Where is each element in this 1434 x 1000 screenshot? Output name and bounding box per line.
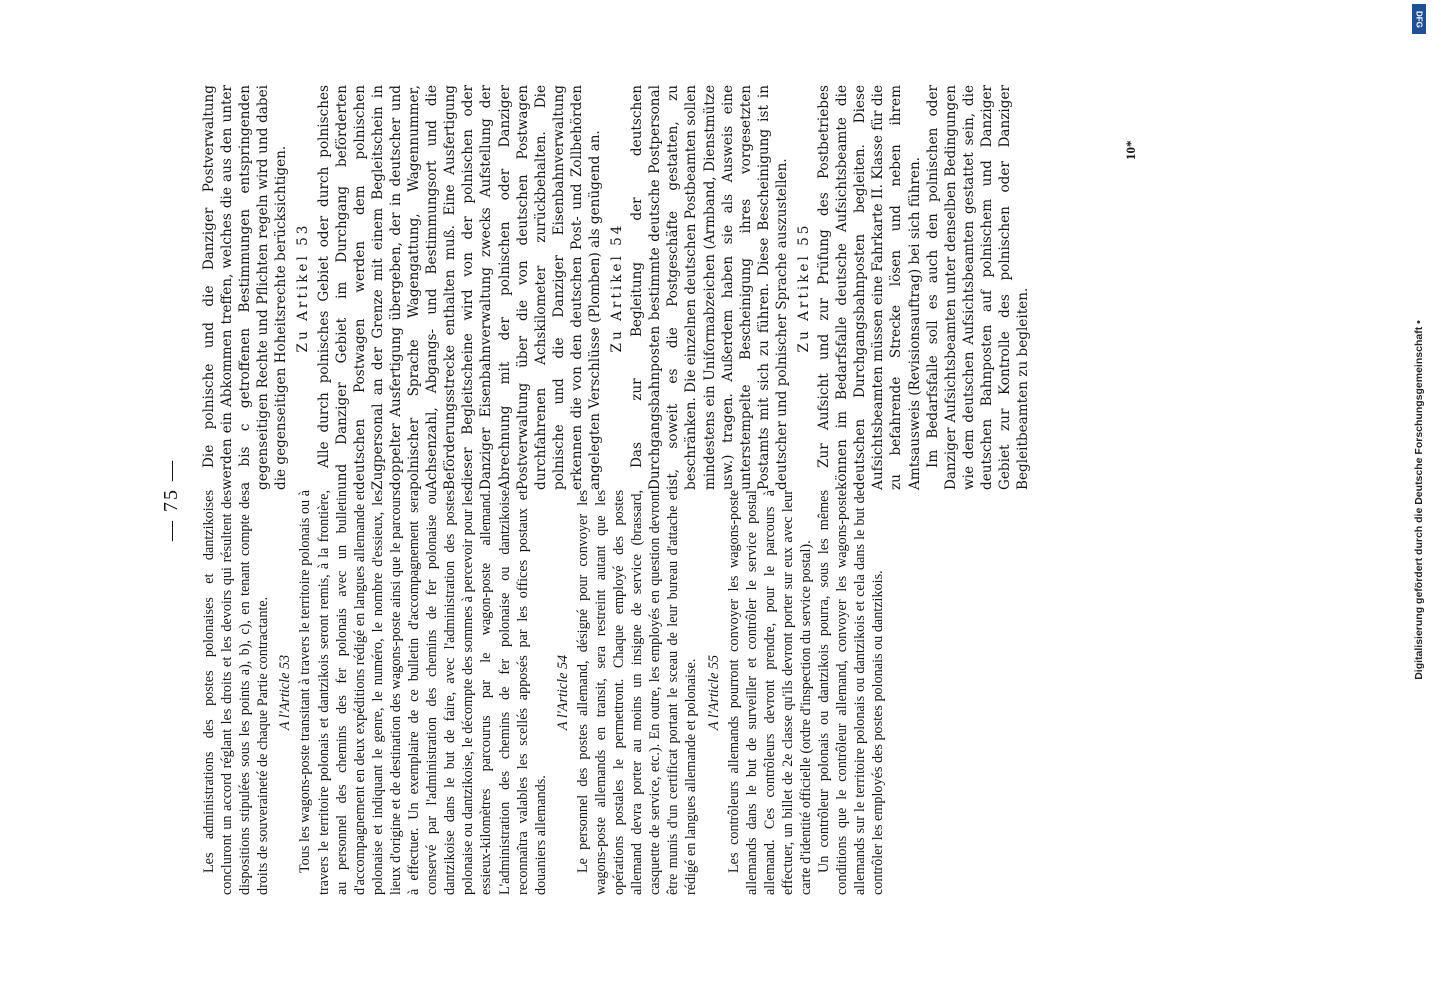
- signature-mark: 10*: [1123, 140, 1138, 160]
- heading-article-53-de: Zu Artikel 53: [295, 222, 312, 353]
- paragraph-article-53-de: Alle durch polnisches Gebiet oder durch polnisches und Danziger Gebiet im Durchgang beförderten deutschen Postwagen werden dem polnischen Zugpersonal an der Grenze mit einem Begleitschein in doppelter Ausfertigung übergeben, der in deutscher und polnischer Sprache Wagengattung, Wagennummer, Achsenzahl, Abgangs- und Bestimmungsort und die Beförderungsstrecke enthalten muß. Eine Ausfertigung dieser Begleitscheine wird von der polnischen oder Danziger Eisenbahnverwaltung zwecks Aufstellung der Abrechnung mit der polnischen oder Danziger Postverwaltung über die von deutschen Postwagen durchfahrenen Achskilometer zurückbehalten. Die polnische und die Danziger Eisenbahnverwaltung erkennen die von den deutschen Post- und Zollbehörden angelegten Verschlüsse (Plomben) als genügend an.: [315, 85, 603, 490]
- heading-article-54-de: Zu Artikel 54: [609, 222, 626, 353]
- paragraph-article-55a-fr: Les contrôleurs allemands pourront convoyer les wagons-poste allemands dans le but de surveiller et contrôler le service postal allemand. Ces contrôleurs devront prendre, pour le parcours à effectuer, un billet de 2e classe qu'ils devront porter sur eux avec leur carte d'identité officielle (ordre d'inspection du service postal).: [725, 490, 814, 895]
- digitization-banner: [1406, 4, 1432, 996]
- heading-article-54-fr: A l'Article 54: [554, 654, 571, 731]
- heading-article-55-de: Zu Artikel 55: [796, 222, 812, 353]
- paragraph-article-55a-de: Zur Aufsicht und zur Prüfung des Postbetriebes können im Bedarfsfalle deutsche Aufsichtsbeamte die deutschen Durchgangsbahnposten begleiten. Diese Aufsichtsbeamten müssen eine Fahrkarte II. Klasse für die zu befahrende Strecke lösen und neben ihrem Amtsausweis (Revisionsauftrag) bei sich führen.: [816, 85, 923, 490]
- heading-article-53-fr: A l'Article 53: [277, 654, 294, 731]
- paragraph-intro-fr: Les administrations des postes polonaises et dantzikoises concluront un accord réglant les droits et les devoirs qui résultent des dispositions stipulées sous les points a), b), c), en tenant compte des droits de souveraineté de chaque Partie contractante.: [201, 490, 272, 895]
- french-column: [200, 490, 887, 895]
- page-number: — 75 —: [160, 459, 182, 541]
- paragraph-article-53-fr: Tous les wagons-poste transitant à travers le territoire polonais ou à travers le territoire polonais et dantzikois seront remis, à la frontière, au personnel des chemins des fer polonais avec un bulletin d'accompagnement en deux expéditions rédigé en langues allemande et polonaise et indiquant le genre, le numéro, le nombre d'essieux, les lieux d'origine et de destination des wagons-poste ainsi que le parcours à effectuer. Un exemplaire de ce bulletin d'accompagnement sera conservé par l'administration des chemins de fer polonaise ou dantzikoise dans le but de faire, avec l'administration des postes polonaise ou dantzikoise, le décompte des sommes à percevoir pour les essieux-kilomètres parcourus par le wagon-poste allemand. L'administration des chemins de fer polonaise ou dantzikoise reconnaîtra valables les scellés apposés par les offices postaux et douaniers allemands.: [297, 490, 549, 895]
- paragraph-article-55b-de: Im Bedarfsfalle soll es auch den polnischen oder Danziger Aufsichtsbeamten unter denselben Bedingungen wie dem deutschen Aufsichtsbeamten gestattet sein, die deutschen Bahnposten auf polnischem und Danziger Gebiet zur Kontrolle des polnischen oder Danziger Begleitbeamten zu begleiten.: [924, 85, 1032, 490]
- paragraph-article-54-de: Das zur Begleitung der deutschen Durchgangsbahnposten bestimmte deutsche Postpersonal ist, soweit es die Postgeschäfte gestatten, zu beschränken. Die einzelnen deutschen Postbeamten sollen mindestens ein Uniformabzeichen (Armband, Dienstmütze usw.) tragen. Außerdem haben sie als Ausweis eine unterstempelte Bescheinigung ihres vorgesetzten Postamts mit sich zu führen. Diese Bescheinigung ist in deutscher und polnischer Sprache auszustellen.: [629, 85, 790, 490]
- heading-article-55-fr: A l'Article 55: [705, 654, 722, 731]
- paragraph-article-55b-fr: Un contrôleur polonais ou dantzikois pourra, sous les mêmes conditions que le contrôleur allemand, convoyer les wagons-poste allemands sur le territoire polonais ou dantzikois et cela dans le but de contrôler les employés des postes polonais ou dantzikois.: [816, 490, 887, 895]
- dfg-logo: DFG: [1412, 4, 1426, 34]
- paragraph-intro-de: Die polnische und die Danziger Postverwaltung werden ein Abkommen treffen, welches die aus den unter a bis c getroffenen Bestimmungen entspringenden gegenseitigen Rechte und Pflichten regeln wird und dabei die gegenseitigen Hoheitsrechte berücksichtigen.: [201, 85, 290, 490]
- german-column: [200, 85, 1032, 490]
- paragraph-article-54-fr: Le personnel des postes allemand, désigné pour convoyer les wagons-poste allemands en transit, sera restreint autant que les opérations postales le permettront. Chaque employé des postes allemand devra porter au moins un insigne de service (brassard, casquette de service, etc.). En outre, les employés en question devront être munis d'un certificat portant le sceau de leur bureau d'attache et rédigé en langues allemande et polonaise.: [574, 490, 700, 895]
- digitization-notice: Digitalisierung gefördert durch die Deutsche Forschungsgemeinschaft •: [1413, 320, 1425, 680]
